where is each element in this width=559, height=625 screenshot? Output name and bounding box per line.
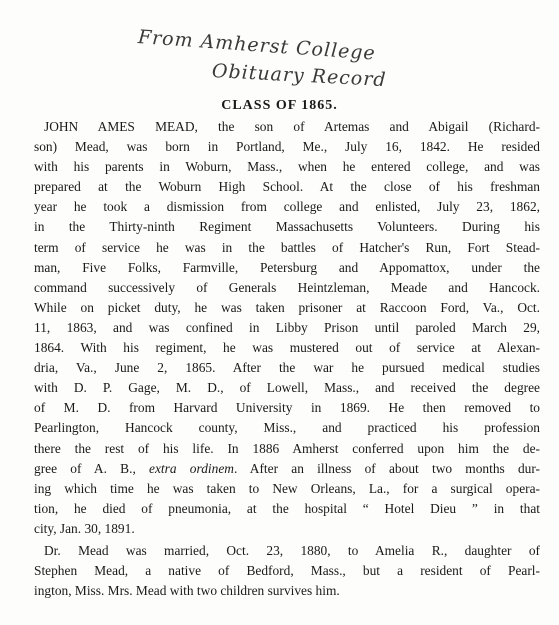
text-line: command successively of Generals Heintzleman, Meade and Hancock. [34, 279, 540, 295]
text-line: son) Mead, was born in Portland, Me., July 16, 1842. He resided [34, 139, 540, 155]
text-fragment: . After an illness of about two months dur- [233, 460, 541, 476]
text-line: 1864. With his regiment, he was mustered out of service at Alexan- [34, 340, 540, 356]
obituary-body [34, 117, 540, 601]
handwritten-note-line-2: Obituary Record [211, 60, 388, 92]
text-line: Stephen Mead, a native of Bedford, Mass., but a resident of Pearl- [34, 563, 540, 579]
text-fragment: gree of A. B., [34, 460, 150, 476]
text-line: ington, Miss. Mrs. Mead with two children survives him. [34, 583, 340, 599]
text-line: year he took a dismission from college and enlisted, July 23, 1862, [34, 199, 540, 215]
text-line: term of service he was in the battles of Hatcher's Run, Fort Stead- [34, 239, 540, 255]
text-line: Dr. Mead was married, Oct. 23, 1880, to Amelia R., daughter of [44, 542, 540, 558]
text-line [34, 117, 540, 137]
text-line: Pearlington, Hancock county, Miss., and practiced his profession [34, 420, 540, 436]
subject-name: JOHN AMES MEAD [44, 119, 195, 134]
text-line: city, Jan. 30, 1891. [34, 520, 135, 536]
text-line: with his parents in Woburn, Mass., when he entered college, and was [34, 159, 540, 175]
class-heading: CLASS OF 1865. [221, 98, 338, 113]
text-line: tion, he died of pneumonia, at the hospital “ Hotel Dieu ” in that [34, 500, 540, 516]
text-line [34, 459, 540, 479]
text-line: dria, Va., June 2, 1865. After the war he pursued medical studies [34, 360, 540, 376]
text-line: ing which time he was taken to New Orleans, La., for a surgical opera- [34, 480, 540, 496]
paragraph-1 [34, 117, 540, 539]
italic-phrase: extra ordinem [149, 460, 234, 476]
text-line: 11, 1863, and was confined in Libby Prison until paroled March 29, [34, 319, 540, 335]
text-line: of M. D. from Harvard University in 1869. He then removed to [34, 400, 540, 416]
text-line: in the Thirty-ninth Regiment Massachusetts Volunteers. During his [34, 219, 540, 235]
paragraph-2 [34, 541, 540, 601]
text-fragment: , the son of Artemas and Abigail (Richard- [194, 119, 540, 134]
text-line: with D. P. Gage, M. D., of Lowell, Mass., and received the degree [34, 380, 540, 396]
text-line: prepared at the Woburn High School. At the close of his freshman [34, 179, 540, 195]
text-line: there the rest of his life. In 1886 Amherst conferred upon him the de- [34, 440, 540, 456]
text-line: man, Five Folks, Farmville, Petersburg and Appomattox, under the [34, 259, 540, 275]
text-line: While on picket duty, he was taken prisoner at Raccoon Ford, Va., Oct. [34, 299, 540, 315]
handwritten-note-line-1: From Amherst College [137, 26, 377, 65]
